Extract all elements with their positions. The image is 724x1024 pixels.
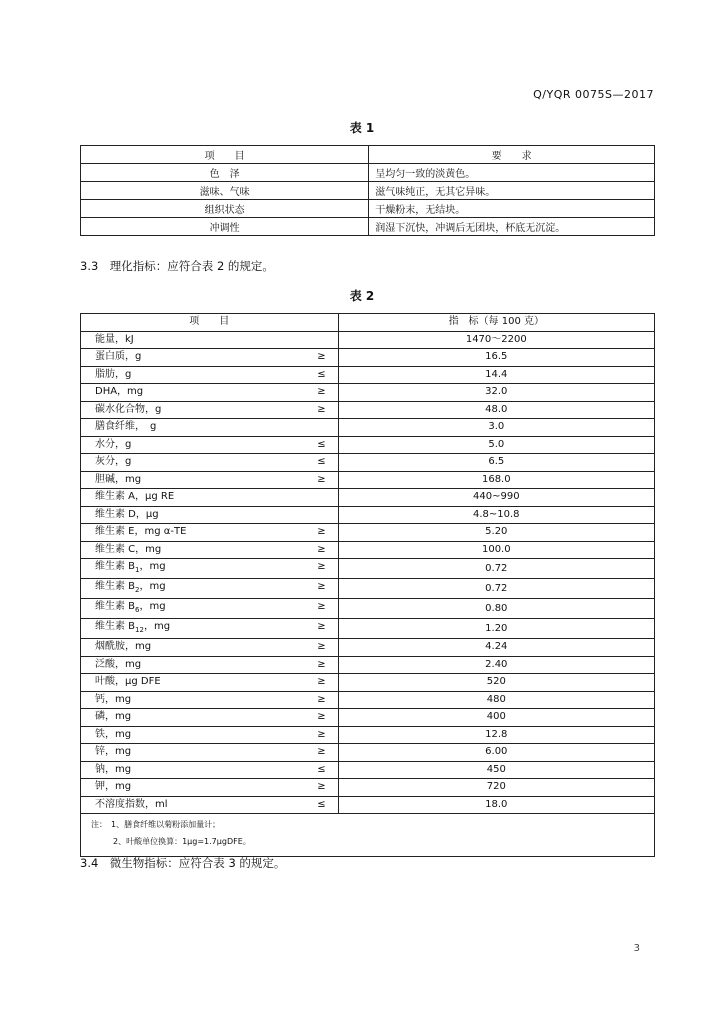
table-row [81, 761, 655, 779]
row-item [81, 349, 339, 367]
row-item [81, 579, 339, 599]
table-row [81, 164, 655, 182]
comparison-operator: ≥ [317, 473, 326, 485]
item-label: 叶酸，μg DFE [95, 676, 161, 688]
row-item [81, 691, 339, 709]
item-unit: ，mg [143, 621, 171, 632]
row-requirement: 润湿下沉快，冲调后无团块，杯底无沉淀。 [369, 218, 655, 236]
row-item [81, 524, 339, 542]
row-item [81, 401, 339, 419]
comparison-operator: ≥ [317, 711, 326, 722]
header-item: 项 目 [81, 314, 339, 332]
row-item [81, 761, 339, 779]
comparison-operator: ≥ [317, 693, 326, 705]
row-value: 0.72 [338, 559, 654, 579]
note-line-1: 注： 1、膳食纤维以菊粉添加量计； [91, 820, 221, 829]
table-note [81, 814, 655, 857]
row-value: 0.72 [338, 579, 654, 599]
row-value: 440~990 [338, 489, 654, 507]
item-label: 烟酰胺，mg [95, 641, 152, 653]
table-header-row [81, 314, 655, 332]
row-item [81, 506, 339, 524]
table-note-row [81, 814, 655, 857]
table-row [81, 524, 655, 542]
table-row [81, 454, 655, 472]
item-label: 灰分，g [95, 456, 132, 468]
row-value: 480 [338, 691, 654, 709]
row-value: 100.0 [338, 541, 654, 559]
item-label: 维生素 C，mg [95, 543, 162, 555]
item-subscript: 1 [135, 566, 140, 574]
sensory-table [80, 145, 655, 236]
row-item [81, 639, 339, 657]
row-item [81, 454, 339, 472]
row-value: 12.8 [338, 726, 654, 744]
row-item [81, 366, 339, 384]
row-requirement: 呈均匀一致的淡黄色。 [369, 164, 655, 182]
table1-title: 表 1 [349, 121, 375, 135]
table-row [81, 579, 655, 599]
table-row [81, 401, 655, 419]
table-row [81, 419, 655, 437]
row-value: 18.0 [338, 796, 654, 814]
item-label: 维生素 E，mg α-TE [95, 526, 187, 538]
item-subscript: 12 [135, 626, 144, 634]
row-item [81, 419, 339, 437]
standard-code: Q/YQR 0075S—2017 [533, 88, 654, 101]
row-value: 1.20 [338, 619, 654, 639]
row-value: 4.8~10.8 [338, 506, 654, 524]
comparison-operator: ≤ [317, 368, 326, 380]
row-item: 组织状态 [81, 200, 369, 218]
section-3-3: 3.3 理化指标：应符合表 2 的规定。 [80, 259, 274, 273]
row-value: 4.24 [338, 639, 654, 657]
item-label: 膳食纤维， g [95, 421, 157, 433]
row-value: 32.0 [338, 384, 654, 402]
comparison-operator: ≥ [317, 581, 326, 592]
comparison-operator: ≥ [317, 526, 326, 537]
item-unit: ，mg [139, 601, 166, 612]
table-row [81, 639, 655, 657]
table-row [81, 674, 655, 692]
row-item [81, 656, 339, 674]
row-value: 720 [338, 779, 654, 797]
table-row [81, 506, 655, 524]
item-label: DHA，mg [95, 386, 144, 398]
row-value: 450 [338, 761, 654, 779]
item-unit: ，mg [139, 581, 166, 592]
table-row [81, 384, 655, 402]
row-item [81, 619, 339, 639]
comparison-operator: ≤ [317, 798, 326, 810]
row-value: 3.0 [338, 419, 654, 437]
row-item [81, 674, 339, 692]
row-value: 0.80 [338, 599, 654, 619]
row-value: 400 [338, 709, 654, 727]
item-label: 维生素 A，μg RE [95, 491, 175, 503]
table-row [81, 200, 655, 218]
row-requirement: 干燥粉末，无结块。 [369, 200, 655, 218]
table-row [81, 599, 655, 619]
row-item [81, 779, 339, 797]
row-requirement: 滋气味纯正，无其它异味。 [369, 182, 655, 200]
header-indicator: 指 标（每 100 克） [338, 314, 654, 332]
item-label: 胆碱，mg [95, 473, 142, 485]
item-subscript: 2 [135, 586, 140, 594]
item-label: 钙，mg [95, 693, 132, 705]
table-row [81, 489, 655, 507]
row-item [81, 436, 339, 454]
item-label: 维生素 B [95, 601, 136, 612]
comparison-operator: ≥ [317, 561, 326, 572]
item-label: 水分，g [95, 438, 132, 450]
table-row [81, 331, 655, 349]
item-label: 维生素 D，μg [95, 508, 159, 520]
row-item [81, 599, 339, 619]
row-item [81, 384, 339, 402]
comparison-operator: ≥ [317, 621, 326, 632]
table-row [81, 436, 655, 454]
table2-title: 表 2 [349, 289, 375, 303]
row-value: 16.5 [338, 349, 654, 367]
table-row [81, 726, 655, 744]
row-item: 滋味、气味 [81, 182, 369, 200]
row-item [81, 726, 339, 744]
row-item [81, 709, 339, 727]
table-row [81, 541, 655, 559]
table-header-row [81, 146, 655, 164]
table-row [81, 779, 655, 797]
item-label: 磷，mg [95, 711, 132, 723]
table-row [81, 366, 655, 384]
item-label: 维生素 B [95, 621, 136, 632]
item-label: 维生素 B [95, 581, 136, 592]
item-label: 泛酸，mg [95, 658, 142, 670]
row-item [81, 489, 339, 507]
item-label: 不溶度指数，ml [95, 798, 168, 810]
table-row [81, 709, 655, 727]
table-row [81, 744, 655, 762]
row-value: 5.20 [338, 524, 654, 542]
comparison-operator: ≤ [317, 456, 326, 467]
item-subscript: 6 [135, 606, 140, 614]
comparison-operator: ≥ [317, 676, 326, 687]
comparison-operator: ≤ [317, 763, 326, 775]
item-label: 能量，kJ [95, 333, 134, 345]
row-item: 色 泽 [81, 164, 369, 182]
comparison-operator: ≥ [317, 641, 326, 652]
row-value: 168.0 [338, 471, 654, 489]
row-item: 冲调性 [81, 218, 369, 236]
table-row [81, 182, 655, 200]
row-value: 14.4 [338, 366, 654, 384]
row-item [81, 541, 339, 559]
item-label: 铁，mg [95, 728, 132, 740]
comparison-operator: ≥ [317, 781, 326, 792]
table-row [81, 619, 655, 639]
comparison-operator: ≥ [317, 351, 326, 362]
row-value: 48.0 [338, 401, 654, 419]
row-value: 6.5 [338, 454, 654, 472]
comparison-operator: ≥ [317, 403, 326, 415]
section-3-4: 3.4 微生物指标：应符合表 3 的规定。 [80, 856, 286, 870]
item-label: 钾，mg [95, 781, 132, 793]
table-row [81, 691, 655, 709]
comparison-operator: ≤ [317, 438, 326, 450]
item-unit: ，mg [139, 561, 166, 572]
item-label: 锌，mg [95, 746, 132, 758]
table-row [81, 349, 655, 367]
row-value: 5.0 [338, 436, 654, 454]
comparison-operator: ≥ [317, 728, 326, 740]
row-item [81, 559, 339, 579]
header-requirement: 要 求 [369, 146, 655, 164]
note-line-2: 2、叶酸单位换算：1μg=1.7μgDFE。 [113, 837, 251, 846]
comparison-operator: ≥ [317, 543, 326, 555]
page-number: 3 [633, 943, 640, 954]
comparison-operator: ≥ [317, 386, 326, 397]
item-label: 钠，mg [95, 763, 132, 775]
row-value: 520 [338, 674, 654, 692]
item-label: 碳水化合物，g [95, 403, 162, 415]
row-item [81, 796, 339, 814]
table-row [81, 656, 655, 674]
table-row [81, 559, 655, 579]
item-label: 脂肪，g [95, 368, 132, 380]
physicochemical-table [80, 313, 655, 857]
row-item [81, 471, 339, 489]
table-row [81, 471, 655, 489]
comparison-operator: ≥ [317, 601, 326, 612]
table-row [81, 796, 655, 814]
row-item [81, 744, 339, 762]
comparison-operator: ≥ [317, 658, 326, 670]
table-row [81, 218, 655, 236]
row-item [81, 331, 339, 349]
header-item: 项 目 [81, 146, 369, 164]
item-label: 蛋白质，g [95, 351, 142, 363]
item-label: 维生素 B [95, 561, 136, 572]
row-value: 2.40 [338, 656, 654, 674]
comparison-operator: ≥ [317, 746, 326, 757]
row-value: 6.00 [338, 744, 654, 762]
row-value: 1470～2200 [338, 331, 654, 349]
